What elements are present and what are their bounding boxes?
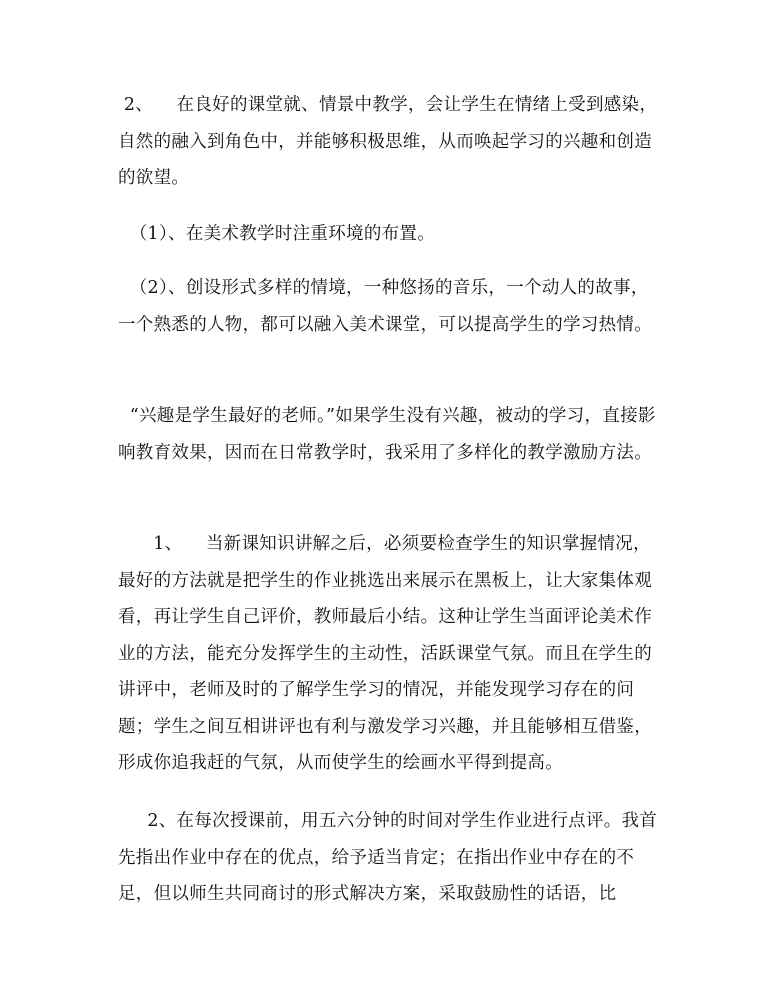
- paragraph-5: 1、 当新课知识讲解之后，必须要检查学生的知识掌握情况，最好的方法就是把学生的作业挑选出来展示在黑板上，让大家集体观看，再让学生自己评价，教师最后小结。这种让学生当面评论美术作业的方法，能充分发挥学生的主动性，活跃课堂气氛。而且在学生的讲评中，老师及时的了解学生学习的情况，并能发现学习存在的问题；学生之间互相讲评也有利与激发学习兴趣，并且能够相互借鉴，形成你追我赶的气氛，从而使学生的绘画水平得到提高。: [118, 534, 652, 773]
- paragraph-1: 2、 在良好的课堂就、情景中教学，会让学生在情绪上受到感染，自然的融入到角色中，并能够积极思维，从而唤起学习的兴趣和创造的欲望。: [118, 95, 658, 188]
- paragraph-4: “兴趣是学生最好的老师。”如果学生没有兴趣，被动的学习，直接影响教育效果，因而在日常教学时，我采用了多样化的教学激励方法。: [118, 406, 656, 463]
- paragraph-3: （2）、创设形式多样的情境，一种悠扬的音乐，一个动人的故事，一个熟悉的人物，都可以融入美术课堂，可以提高学生的学习热情。: [118, 278, 652, 335]
- paragraph-6: 2、在每次授课前，用五六分钟的时间对学生作业进行点评。我首先指出作业中存在的优点，给予适当肯定；在指出作业中存在的不足，但以师生共同商讨的形式解决方案，采取鼓励性的话语，比: [118, 811, 658, 904]
- paragraph-2: （1）、在美术教学时注重环境的布置。: [118, 224, 436, 244]
